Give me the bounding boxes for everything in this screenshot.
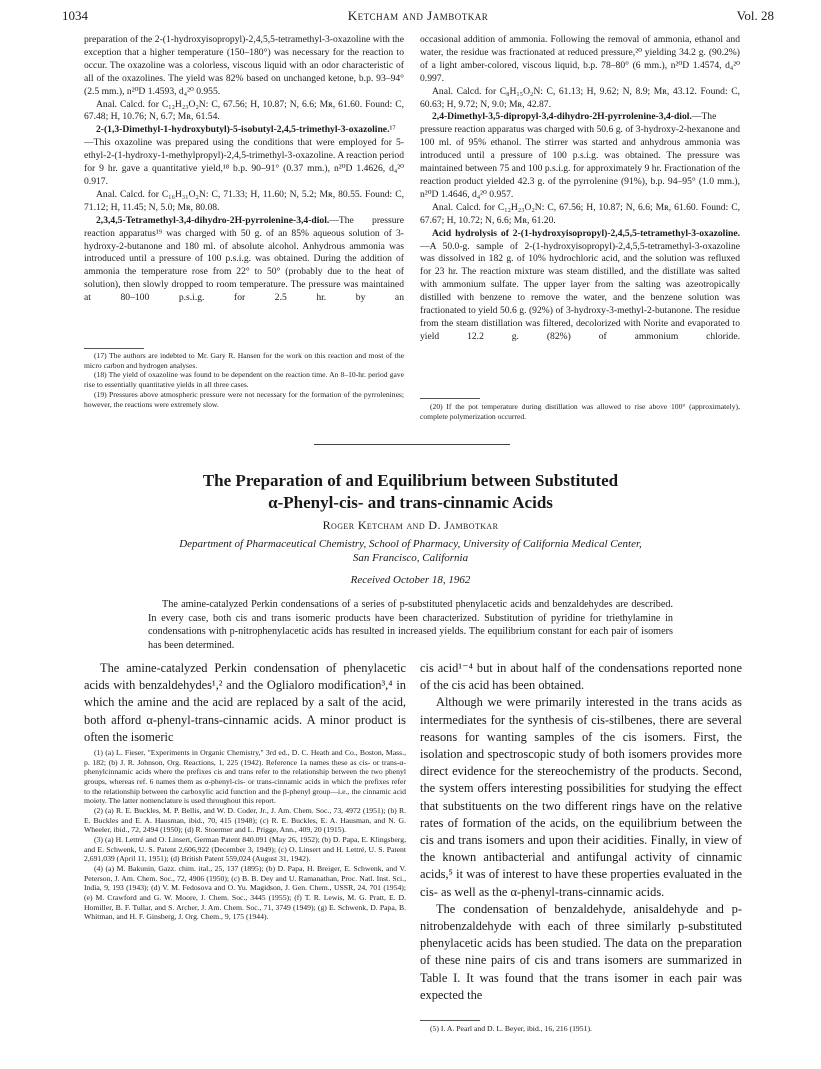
- body-paragraph: cis acid¹⁻⁴ but in about half of the condensations reported none of the cis acid has been obtained.: [420, 661, 742, 693]
- footnote: (19) Pressures above atmospheric pressure were not necessary for the formation of the pyrrolenines; however, the reactions were extremely slow.: [84, 389, 404, 409]
- procedure-text: ¹⁷—This oxazoline was prepared using the conditions that were employed for 5-ethyl-2-(1-hydroxy-1-methylpropyl)-2,4,5-trimethyl-3-oxazoline. A reaction period for 9 hr. gave a quantitative yield,¹⁸ b.p. 90–91° (0.37 mm.), n²⁰D 1.4626, d₄²⁰ 0.917.: [84, 124, 404, 187]
- footnote: (18) The yield of oxazoline was found to be dependent on the reaction time. An 8–10-hr. period gave rise to essentially quantitative yields in all three cases.: [84, 370, 404, 390]
- top-right-footnotes: [420, 402, 740, 421]
- footnote-rule: [420, 1020, 480, 1021]
- running-header: [62, 8, 774, 30]
- running-title: Ketcham and Jambotkar: [347, 8, 489, 23]
- footnote: (2) (a) R. E. Buckles, M. P. Bellis, and W. D. Coder, Jr., J. Am. Chem. Soc., 73, 4972 (1951); (b) R. E. Buckles and E. A. Hausman, ibid., 70, 415 (1948); (c) R. E. Buckles, E. A. Hausman, and N. G. Wheeler, ibid., 72, 2494 (1950); (d) R. Stoermer and L. Prigge, Ann., 409, 20 (1915).: [84, 805, 406, 835]
- title-line-1: The Preparation of and Equilibrium between Substituted: [202, 471, 619, 490]
- body-paragraph: The condensation of benzaldehyde, anisaldehyde and p-nitrobenzaldehyde with each of three similarly p-substituted phenylacetic acids has been studied. The data on the preparation of these nine pairs of cis and trans isomers are summarized in Table I. It was found that the trans isomer in each pair was expected the: [420, 901, 742, 1002]
- volume-label: Vol. 28: [736, 8, 774, 23]
- footnote: (20) If the pot temperature during distillation was allowed to rise above 100° (approximately), complete polymerization occurred.: [420, 402, 740, 421]
- title-line-2: α-Phenyl-cis- and trans-cinnamic Acids: [268, 493, 553, 512]
- footnote: (3) (a) H. Lettré and O. Linsert, German Patent 840.091 (May 26, 1952); (b) D. Papa, E. Klingsberg, and E. Schwenk, U. S. Patent 2,606,922 (December 3, 1949); (c) O. Linsert and H. Lettré, U. S. Patent 2,691,039 (April 11, 1951); (d) British Patent 559,024 (August 31, 1942).: [84, 834, 406, 864]
- footnote: (5) I. A. Pearl and D. L. Beyer, ibid., 16, 216 (1951).: [430, 1024, 592, 1033]
- body-paragraph: Although we were primarily interested in the trans acids as intermediates for the synthesis of cis-stilbenes, there are several reasons for wanting samples of the cis isomers. First, the isolation and spectroscopic study of both isomers provides more direct evidence for the stereochemistry of the products. Second, the system offers interesting possibilities for studying the effect that substituents on the two different rings have on the relative rates of formation of the acids, on the equilibrium between the cis and trans isomers and upon their acidities. Finally, in view of the known antibacterial and antifungal activity of cinnamic acids,⁵ it was of interest to have these properties evaluated in the cis- as well as the α-phenyl-trans-cinnamic acids.: [420, 695, 742, 899]
- affiliation: [140, 537, 681, 565]
- procedure-paragraph: [420, 111, 740, 201]
- body-left-column: [84, 660, 406, 746]
- analysis-paragraph: Anal. Calcd. for C₈H₁₅O₂N: C, 61.13; H, 9.62; N, 8.9; Mʀ, 43.12. Found: C, 60.63; H, 9.72; N, 9.0; Mʀ, 42.87.: [420, 85, 740, 110]
- top-left-column: [84, 34, 404, 305]
- abstract: The amine-catalyzed Perkin condensations of a series of p-substituted phenylacetic acids and benzaldehydes are described. In every case, both cis and trans isomeric products have been characterized. Substitution of pyridine for triethylamine in condensations with p-nitrophenylacetic acids has resulted in increased yields. The equilibrium constant for each pair of isomers has been determined.: [148, 599, 673, 651]
- affiliation-line-2: San Francisco, California: [352, 552, 469, 564]
- compound-heading: Acid hydrolysis of 2-(1-hydroxyisopropyl)-2,4,5,5-tetramethyl-3-oxazoline.: [432, 227, 740, 239]
- body-right-column: [420, 660, 742, 1004]
- top-left-footnotes: [84, 351, 404, 409]
- footnote: (4) (a) M. Bakunin, Gazz. chim. ital., 25, 137 (1895); (b) D. Papa, H. Breiger, E. Schwenk, and V. Peterson, J. Am. Chem. Soc., 72, 4906 (1950); (c) B. B. Dey and U. Ramanathan, Proc. Natl. Inst. Sci., India, 9, 193 (1943); (d) V. M. Fedosova and O. Yu. Magidson, J. Gen. Chem., USSR, 24, 701 (1954); (e) M. Crawford and G. W. Moore, J. Chem. Soc., 3445 (1955); (f) T. R. Lewis, M. G. Pratt, E. D. Homiller, B. F. Tullar, and S. Archer, J. Am. Chem. Soc., 71, 3749 (1949); (g) E. Schwenk, D. Papa, B. Whitman, and H. F. Ginsberg, J. Org. Chem., 9, 175 (1944).: [84, 863, 406, 922]
- procedure-text: —The pressure reaction apparatus was charged with 50.6 g. of 3-hydroxy-2-hexanone and 100 ml. of 95% ethanol. The stirrer was started and anhydrous ammonia was introduced until a pressure of 100 p.s.i.g. was obtained. The pressure was maintained between 75 and 100 p.s.i.g. for approximately 9 hr. Fractionation of the reaction product yielded 42.3 g. of the pyrrolenine (91%), b.p. 94–95° (1.0 mm.), n²⁰D 1.4646, d₄²⁰ 0.957.: [420, 111, 740, 200]
- procedure-text: —The pressure reaction apparatus¹⁹ was charged with 50 g. of an 85% aqueous solution of 3-hydroxy-2-butanone and 180 ml. of absolute alcohol. Anhydrous ammonia was introduced until a pressure of 100 p.s.i.g. was obtained. During the addition of ammonia the temperature rose from 22° to 50° (probably due to the heat of solution), then slowly dropped to room temperature. The pressure was maintained at 80–100 p.s.i.g. for 2.5 hr. by an: [84, 214, 404, 304]
- bottom-right-footnotes: [420, 1024, 742, 1034]
- top-right-column: [420, 34, 740, 344]
- footnote-rule: [420, 398, 480, 399]
- article-separator: [314, 444, 510, 445]
- page-number: 1034: [62, 8, 88, 23]
- compound-heading: 2,3,4,5-Tetramethyl-3,4-dihydro-2H-pyrrolenine-3,4-diol.: [96, 214, 330, 226]
- authors: Roger Ketcham and D. Jambotkar: [322, 518, 499, 532]
- procedure-paragraph: [84, 124, 404, 189]
- paragraph: occasional addition of ammonia. Following the removal of ammonia, ethanol and water, the residue was fractionated at reduced pressure,²⁰ yielding 34.2 g. (90.2%) of a light amber-colored, viscous liquid, b.p. 78–80° (6 mm.), n²⁰D 1.4574, d₄²⁰ 0.997.: [420, 34, 740, 84]
- bottom-left-footnotes: [84, 748, 406, 922]
- footnote: (17) The authors are indebted to Mr. Gary R. Hansen for the work on this reaction and most of the micro carbon and hydrogen analyses.: [84, 351, 404, 370]
- paragraph: preparation of the 2-(1-hydroxyisopropyl)-2,4,5,5-tetramethyl-3-oxazoline with the exception that a higher temperature (150–180°) was necessary for the reaction to occur. The oxazoline was a colorless, viscous liquid with an odor characteristic of all of the oxazolines. The yield was 82% based on unchanged ketone, b.p. 93–94° (2.5 mm.), n²⁰D 1.4593, d₄²⁰ 0.955.: [84, 34, 404, 97]
- compound-heading: 2,4-Dimethyl-3,5-dipropyl-3,4-dihydro-2H-pyrrolenine-3,4-diol.: [432, 111, 692, 123]
- analysis-paragraph: Anal. Calcd. for C₁₂H₂₃O₂N: C, 67.56; H, 10.87; N, 6.6; Mʀ, 61.60. Found: C, 67.67; H, 10.72; N, 6.6; Mʀ, 61.20.: [420, 201, 740, 226]
- article-title: [120, 470, 701, 514]
- procedure-paragraph: [420, 228, 740, 344]
- received-date: Received October 18, 1962: [350, 574, 471, 586]
- affiliation-line-1: Department of Pharmaceutical Chemistry, School of Pharmacy, University of California Medical Center,: [179, 538, 642, 550]
- compound-heading: 2-(1,3-Dimethyl-1-hydroxybutyl)-5-isobutyl-2,4,5-trimethyl-3-oxazoline.: [96, 124, 390, 136]
- footnote: (1) (a) L. Fieser, "Experiments in Organic Chemistry," 3rd ed., D. C. Heath and Co., Boston, Mass., p. 182; (b) J. R. Johnson, Org. Reactions, 1, 225 (1942). Reference 1a names these as cis- or trans-α-phenylcinnamic acids where the prefixes cis and trans refer to the relationship between the two phenyl groups, whereas ref. 6 names them as α-phenyl-cis- or trans-cinnamic acids in which the prefixes refer to the relationship between the carboxylic acid function and the β-phenyl group—i.e., the cinnamic acid moiety. The latter nomenclature is used throughout this report.: [84, 748, 406, 806]
- procedure-text: —A 50.0-g. sample of 2-(1-hydroxyisopropyl)-2,4,5,5-tetramethyl-3-oxazoline was dissolved in 182 g. of 10% hydrochloric acid, and the solution was refluxed for 23 hr. The reaction mixture was steam distilled, and the distillate was salted with ammonium sulfate. The upper layer from the salting was azeotropically distilled with benzene to remove the water, and the benzene solution was fractionated to yield 50.6 g. (92%) of 3-hydroxy-3-methyl-2-butanone. The residue from the steam distillation was filtered, decolorized with Norite and evaporated to yield 12.2 g. (82%) of ammonium chloride.: [420, 240, 740, 342]
- footnote-rule: [84, 348, 144, 349]
- body-paragraph: The amine-catalyzed Perkin condensation of phenylacetic acids with benzaldehydes¹,² and the Oglialoro modification³,⁴ in which the amine and the acid are replaced by a salt of the acid, both afford α-phenyl-trans-cinnamic acids. A minor product is often the isomeric: [84, 661, 406, 744]
- analysis-paragraph: Anal. Calcd. for C₁₂H₂₃O₂N: C, 67.56; H, 10.87; N, 6.6; Mʀ, 61.60. Found: C, 67.48; H, 10.76; N, 6.7; Mʀ, 61.54.: [84, 98, 404, 123]
- analysis-paragraph: Anal. Calcd. for C₁₆H₃₁O₂N: C, 71.33; H, 11.60; N, 5.2; Mʀ, 80.55. Found: C, 71.12; H, 11.45; N, 5.0; Mʀ, 80.08.: [84, 188, 404, 213]
- procedure-paragraph: [84, 215, 404, 305]
